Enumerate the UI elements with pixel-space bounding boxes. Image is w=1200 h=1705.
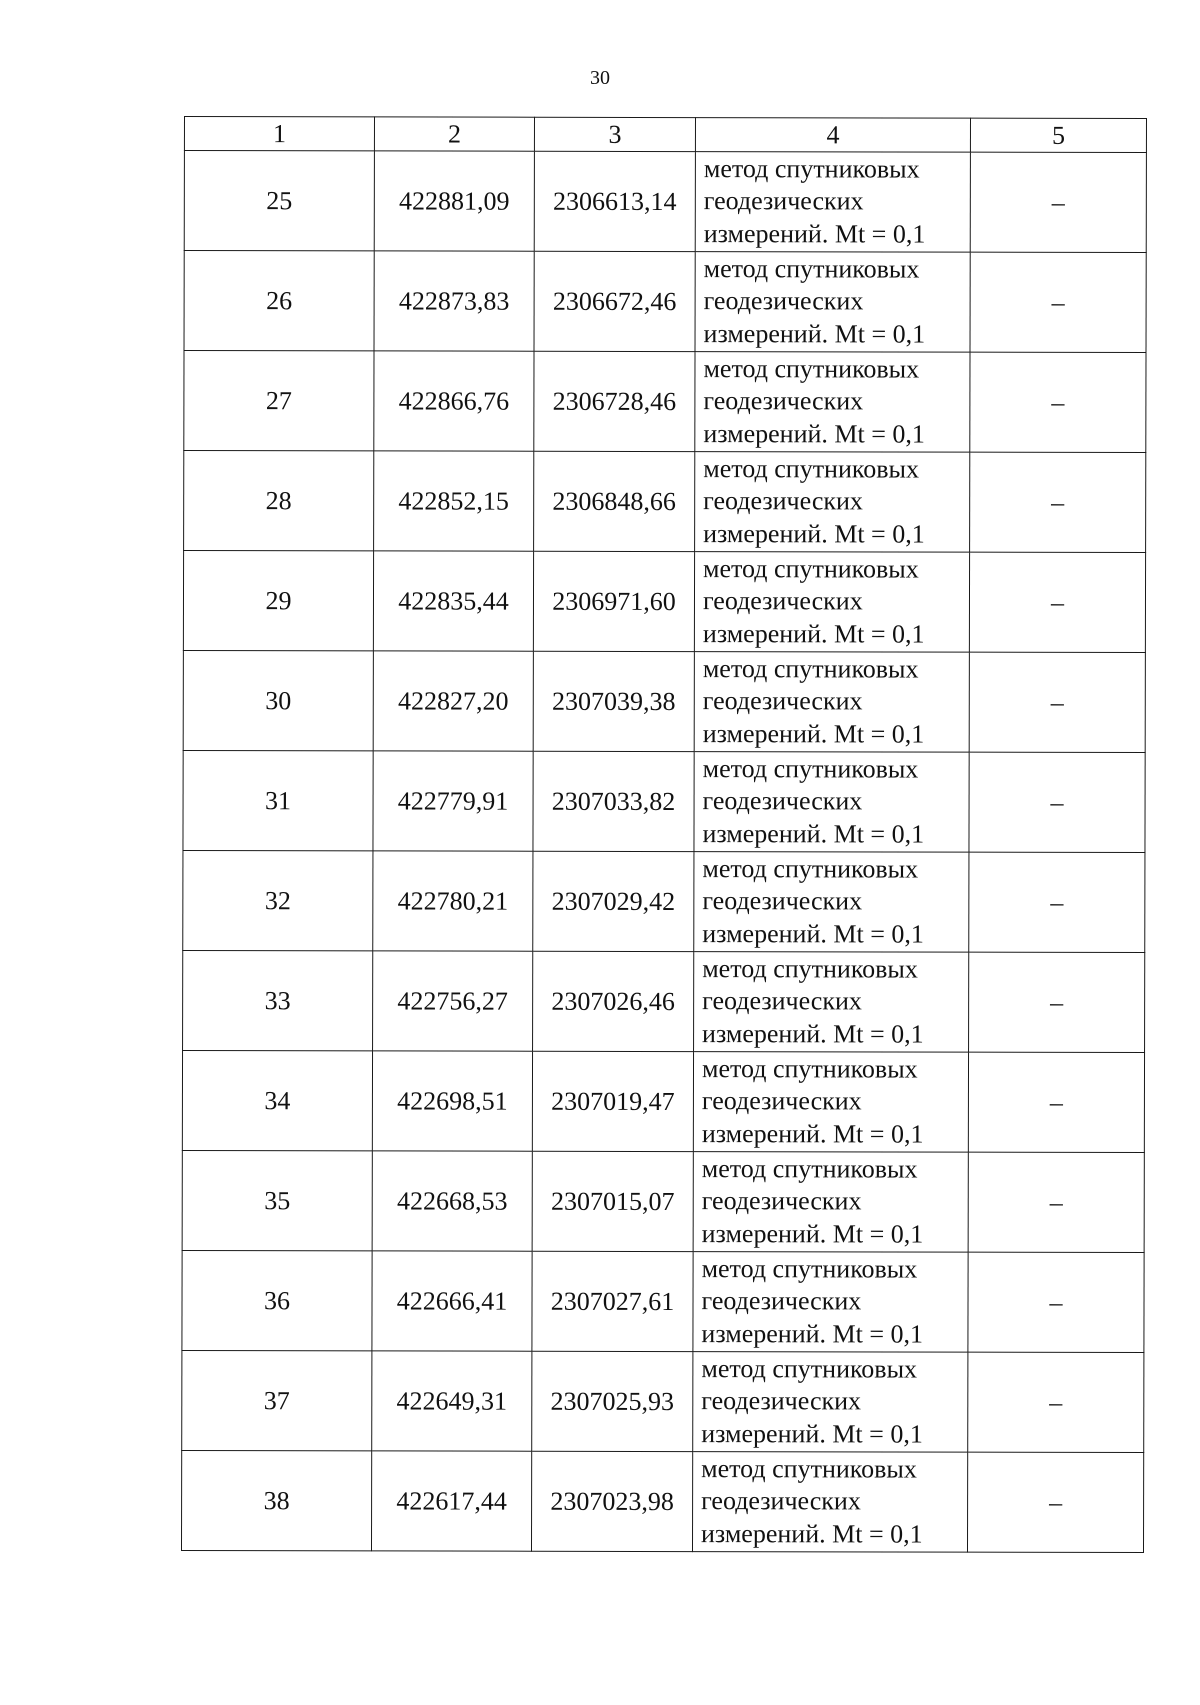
method-line: геодезических xyxy=(703,286,864,316)
table-body xyxy=(181,151,1146,1553)
method-cell xyxy=(693,1052,968,1153)
x-coordinate-cell: 422698,51 xyxy=(372,1051,532,1151)
method-cell xyxy=(694,652,969,753)
point-number-cell: 37 xyxy=(182,1350,372,1450)
note-cell: – xyxy=(970,352,1146,452)
method-cell xyxy=(693,1252,968,1353)
table-row xyxy=(184,351,1146,453)
method-line: метод спутниковых xyxy=(702,753,919,784)
x-coordinate-cell: 422852,15 xyxy=(374,451,534,551)
note-cell: – xyxy=(968,1252,1144,1352)
method-cell xyxy=(693,1352,968,1453)
point-number-cell: 26 xyxy=(184,251,374,351)
x-coordinate-cell: 422873,83 xyxy=(374,251,534,351)
method-line: измерений. Mt = 0,1 xyxy=(701,1518,923,1549)
y-coordinate-cell: 2306728,46 xyxy=(534,351,695,451)
method-line: измерений. Mt = 0,1 xyxy=(703,518,925,549)
y-coordinate-cell: 2306672,46 xyxy=(534,251,695,351)
method-cell xyxy=(695,452,970,553)
method-line: измерений. Mt = 0,1 xyxy=(701,1118,924,1149)
x-coordinate-cell: 422780,21 xyxy=(373,851,533,951)
method-line: геодезических xyxy=(701,1286,862,1316)
x-coordinate-cell: 422617,44 xyxy=(371,1451,531,1551)
method-line: измерений. Mt = 0,1 xyxy=(702,1018,924,1049)
y-coordinate-cell: 2307027,61 xyxy=(532,1251,693,1351)
method-line: геодезических xyxy=(701,1186,862,1216)
x-coordinate-cell: 422827,20 xyxy=(373,651,533,751)
y-coordinate-cell: 2306613,14 xyxy=(534,151,695,251)
note-cell: – xyxy=(970,152,1146,252)
note-cell: – xyxy=(968,1052,1144,1152)
header-row xyxy=(184,117,1146,153)
x-coordinate-cell: 422756,27 xyxy=(373,951,533,1051)
table-row xyxy=(183,850,1145,952)
method-cell xyxy=(695,252,970,353)
method-line: геодезических xyxy=(703,186,864,216)
table-row xyxy=(184,251,1146,353)
point-number-cell: 30 xyxy=(183,650,373,750)
method-line: измерений. Mt = 0,1 xyxy=(703,218,926,249)
table-row xyxy=(182,1050,1144,1152)
y-coordinate-cell: 2307019,47 xyxy=(532,1051,693,1151)
point-number-cell: 34 xyxy=(182,1050,372,1150)
method-line: геодезических xyxy=(702,886,863,916)
table-row xyxy=(184,151,1146,253)
y-coordinate-cell: 2306848,66 xyxy=(534,451,695,551)
method-line: измерений. Mt = 0,1 xyxy=(702,718,925,749)
method-cell xyxy=(694,952,969,1053)
method-cell xyxy=(694,552,969,653)
point-number-cell: 31 xyxy=(183,750,373,850)
x-coordinate-cell: 422835,44 xyxy=(373,551,533,651)
table-row xyxy=(182,1250,1144,1352)
method-line: метод спутниковых xyxy=(701,1153,918,1184)
y-coordinate-cell: 2307029,42 xyxy=(533,851,694,951)
method-line: геодезических xyxy=(702,586,863,616)
method-line: измерений. Mt = 0,1 xyxy=(701,1218,924,1249)
method-line: метод спутниковых xyxy=(702,653,919,684)
point-number-cell: 36 xyxy=(182,1250,372,1350)
x-coordinate-cell: 422649,31 xyxy=(372,1351,532,1451)
coordinates-table xyxy=(181,116,1147,1553)
note-cell: – xyxy=(969,952,1145,1052)
point-number-cell: 32 xyxy=(183,850,373,950)
method-line: метод спутниковых xyxy=(703,353,920,384)
method-line: геодезических xyxy=(701,1486,861,1516)
method-line: метод спутниковых xyxy=(702,853,919,884)
point-number-cell: 33 xyxy=(183,950,373,1050)
method-line: метод спутниковых xyxy=(701,1253,918,1284)
table-row xyxy=(183,750,1145,852)
method-line: измерений. Mt = 0,1 xyxy=(701,1418,923,1449)
header-col-3: 3 xyxy=(534,117,695,151)
method-cell xyxy=(694,852,969,953)
method-line: геодезических xyxy=(702,786,863,816)
header-col-2: 2 xyxy=(374,117,534,151)
y-coordinate-cell: 2307039,38 xyxy=(533,651,694,751)
method-line: геодезических xyxy=(702,986,862,1016)
method-line: геодезических xyxy=(703,386,864,416)
method-line: метод спутниковых xyxy=(703,253,920,284)
point-number-cell: 35 xyxy=(182,1150,372,1250)
method-line: измерений. Mt = 0,1 xyxy=(703,418,925,449)
table-row xyxy=(183,950,1145,1052)
y-coordinate-cell: 2307025,93 xyxy=(532,1351,693,1451)
y-coordinate-cell: 2307026,46 xyxy=(533,951,694,1051)
method-line: метод спутниковых xyxy=(703,553,919,584)
method-line: геодезических xyxy=(702,686,863,716)
table-row xyxy=(181,1450,1143,1552)
table-header xyxy=(184,117,1146,153)
x-coordinate-cell: 422866,76 xyxy=(374,351,534,451)
y-coordinate-cell: 2306971,60 xyxy=(533,551,694,651)
method-line: измерений. Mt = 0,1 xyxy=(702,818,925,849)
note-cell: – xyxy=(968,1152,1144,1252)
note-cell: – xyxy=(969,752,1145,852)
header-col-5: 5 xyxy=(970,118,1146,152)
note-cell: – xyxy=(969,652,1145,752)
method-cell xyxy=(693,1152,968,1253)
y-coordinate-cell: 2307023,98 xyxy=(531,1451,692,1551)
method-line: измерений. Mt = 0,1 xyxy=(701,1318,924,1349)
x-coordinate-cell: 422668,53 xyxy=(372,1151,532,1251)
note-cell: – xyxy=(968,1352,1144,1452)
table-row xyxy=(182,1350,1144,1452)
method-line: геодезических xyxy=(701,1086,862,1116)
table-row xyxy=(183,551,1145,653)
method-line: метод спутниковых xyxy=(701,1453,917,1484)
method-line: измерений. Mt = 0,1 xyxy=(702,918,924,949)
note-cell: – xyxy=(969,552,1145,652)
method-line: метод спутниковых xyxy=(701,1053,918,1084)
table-row xyxy=(182,1150,1144,1252)
header-col-1: 1 xyxy=(184,117,374,151)
note-cell: – xyxy=(970,452,1146,552)
x-coordinate-cell: 422881,09 xyxy=(374,151,534,251)
note-cell: – xyxy=(970,252,1146,352)
note-cell: – xyxy=(969,852,1145,952)
table-row xyxy=(183,650,1145,752)
method-line: метод спутниковых xyxy=(701,1353,918,1384)
table-row xyxy=(184,451,1146,553)
method-cell xyxy=(695,352,970,453)
method-cell xyxy=(694,752,969,853)
method-cell xyxy=(692,1452,967,1553)
point-number-cell: 28 xyxy=(184,451,374,551)
x-coordinate-cell: 422666,41 xyxy=(372,1251,532,1351)
y-coordinate-cell: 2307015,07 xyxy=(532,1151,693,1251)
method-line: геодезических xyxy=(703,486,863,516)
method-line: измерений. Mt = 0,1 xyxy=(703,318,926,349)
point-number-cell: 38 xyxy=(181,1450,371,1550)
point-number-cell: 29 xyxy=(183,551,373,651)
method-line: измерений. Mt = 0,1 xyxy=(702,618,925,649)
x-coordinate-cell: 422779,91 xyxy=(373,751,533,851)
y-coordinate-cell: 2307033,82 xyxy=(533,751,694,851)
method-line: метод спутниковых xyxy=(703,453,919,484)
point-number-cell: 27 xyxy=(184,351,374,451)
page-number: 30 xyxy=(590,67,610,89)
method-line: метод спутниковых xyxy=(703,153,920,184)
header-col-4: 4 xyxy=(695,118,970,153)
method-line: геодезических xyxy=(701,1386,862,1416)
point-number-cell: 25 xyxy=(184,151,374,251)
method-cell xyxy=(695,152,970,253)
note-cell: – xyxy=(967,1452,1143,1552)
method-line: метод спутниковых xyxy=(702,953,918,984)
